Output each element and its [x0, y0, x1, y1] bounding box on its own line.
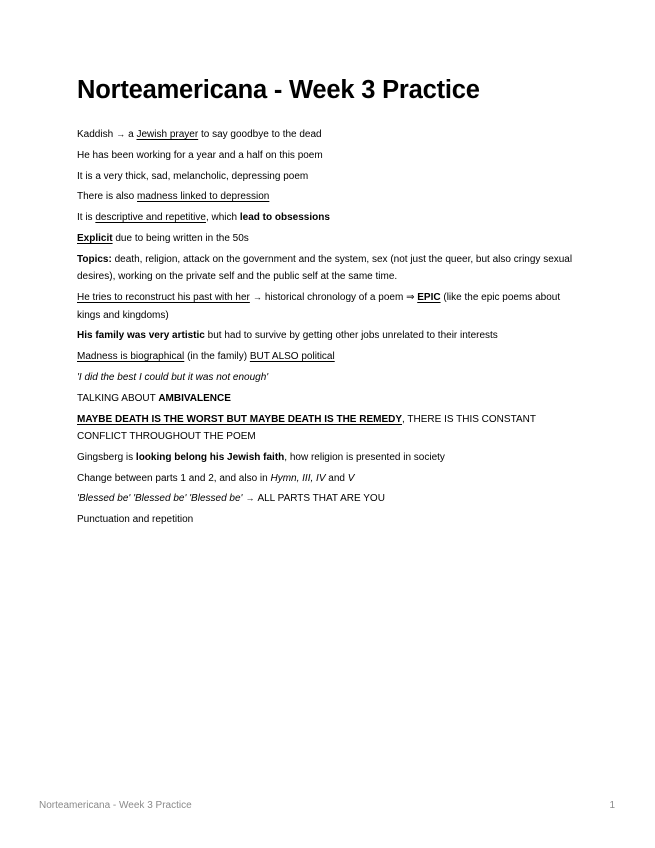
- text: Punctuation and repetition: [77, 514, 194, 526]
- notes-body: [77, 126, 582, 532]
- underlined-text: Jewish prayer: [136, 129, 199, 140]
- text: Kaddish: [77, 129, 114, 140]
- text: a: [128, 129, 134, 140]
- note-line-13: [77, 411, 582, 446]
- text: Change between parts 1 and 2, and also in: [77, 472, 268, 484]
- italic-text: 'Blessed be' 'Blessed be' 'Blessed be': [77, 493, 243, 505]
- arrow-icon: →: [252, 292, 262, 303]
- note-line-9: [77, 327, 582, 345]
- text: (like the epic poems about kings and kingdoms): [77, 292, 561, 321]
- note-line-16: [77, 490, 582, 508]
- text: ALL PARTS THAT ARE YOU: [257, 493, 385, 505]
- note-line-4: [77, 188, 582, 206]
- text: , THERE IS THIS CONSTANT CONFLICT THROUGHOUT THE POEM: [77, 413, 536, 443]
- bold-underlined-text: Explicit: [77, 232, 113, 244]
- italic-text: Hymn, III, IV: [270, 472, 326, 484]
- text: TALKING ABOUT: [77, 392, 156, 404]
- note-line-10: [77, 348, 582, 366]
- note-line-14: [77, 449, 582, 467]
- text: It is: [77, 212, 93, 224]
- bold-text: lead to obsessions: [239, 212, 330, 224]
- bold-underlined-text: EPIC: [417, 292, 441, 304]
- note-line-12: [77, 390, 582, 408]
- text: It is a very thick, sad, melancholic, depressing poem: [77, 170, 309, 182]
- arrow-icon: →: [116, 129, 126, 139]
- text: historical chronology of a poem: [264, 292, 404, 304]
- bold-text: looking belong his Jewish faith: [135, 451, 285, 463]
- bold-text: AMBIVALENCE: [158, 392, 231, 404]
- text: but had to survive by getting other jobs unrelated to their interests: [207, 330, 498, 342]
- note-line-15: [77, 470, 582, 488]
- note-line-7: [77, 251, 582, 286]
- text: He has been working for a year and a half on this poem: [77, 149, 323, 161]
- note-line-6: [77, 230, 582, 248]
- underlined-text: descriptive and repetitive: [95, 212, 206, 224]
- underlined-text: He tries to reconstruct his past with her: [77, 292, 250, 304]
- underlined-text: madness linked to depression: [137, 191, 270, 203]
- note-line-1: [77, 126, 582, 144]
- footer-title: Norteamericana - Week 3 Practice: [39, 800, 192, 811]
- text: to say goodbye to the dead: [200, 129, 322, 140]
- text: and: [328, 472, 345, 484]
- note-line-17: [77, 511, 582, 529]
- text: death, religion, attack on the government and the system, sex (not just the queer, but also cringy sexual desires), working on the private self and the public self at the same time.: [77, 253, 573, 283]
- bold-text: His family was very artistic: [77, 330, 205, 342]
- note-line-11: [77, 369, 582, 387]
- underlined-text: BUT ALSO political: [249, 351, 335, 363]
- text: , which: [205, 212, 238, 224]
- text: , how religion is presented in society: [284, 451, 445, 463]
- italic-text: 'I did the best I could but it was not enough': [77, 371, 269, 383]
- text: (in the family): [187, 351, 248, 363]
- text: Gingsberg is: [77, 451, 134, 463]
- page-title: Norteamericana - Week 3 Practice: [77, 76, 480, 104]
- underlined-text: Madness is biographical: [77, 351, 185, 363]
- note-line-2: [77, 147, 582, 165]
- text: due to being written in the 50s: [115, 232, 249, 244]
- note-line-5: [77, 209, 582, 227]
- italic-text: V: [347, 472, 355, 484]
- bold-text: Topics:: [77, 253, 112, 265]
- note-line-8: [77, 289, 582, 324]
- text: There is also: [77, 191, 135, 203]
- bold-underlined-text: MAYBE DEATH IS THE WORST BUT MAYBE DEATH IS THE REMEDY: [77, 413, 403, 425]
- footer-page-number: 1: [609, 800, 615, 811]
- note-line-3: [77, 168, 582, 186]
- arrow-icon: →: [245, 493, 255, 504]
- double-arrow-icon: ⇒: [406, 292, 415, 304]
